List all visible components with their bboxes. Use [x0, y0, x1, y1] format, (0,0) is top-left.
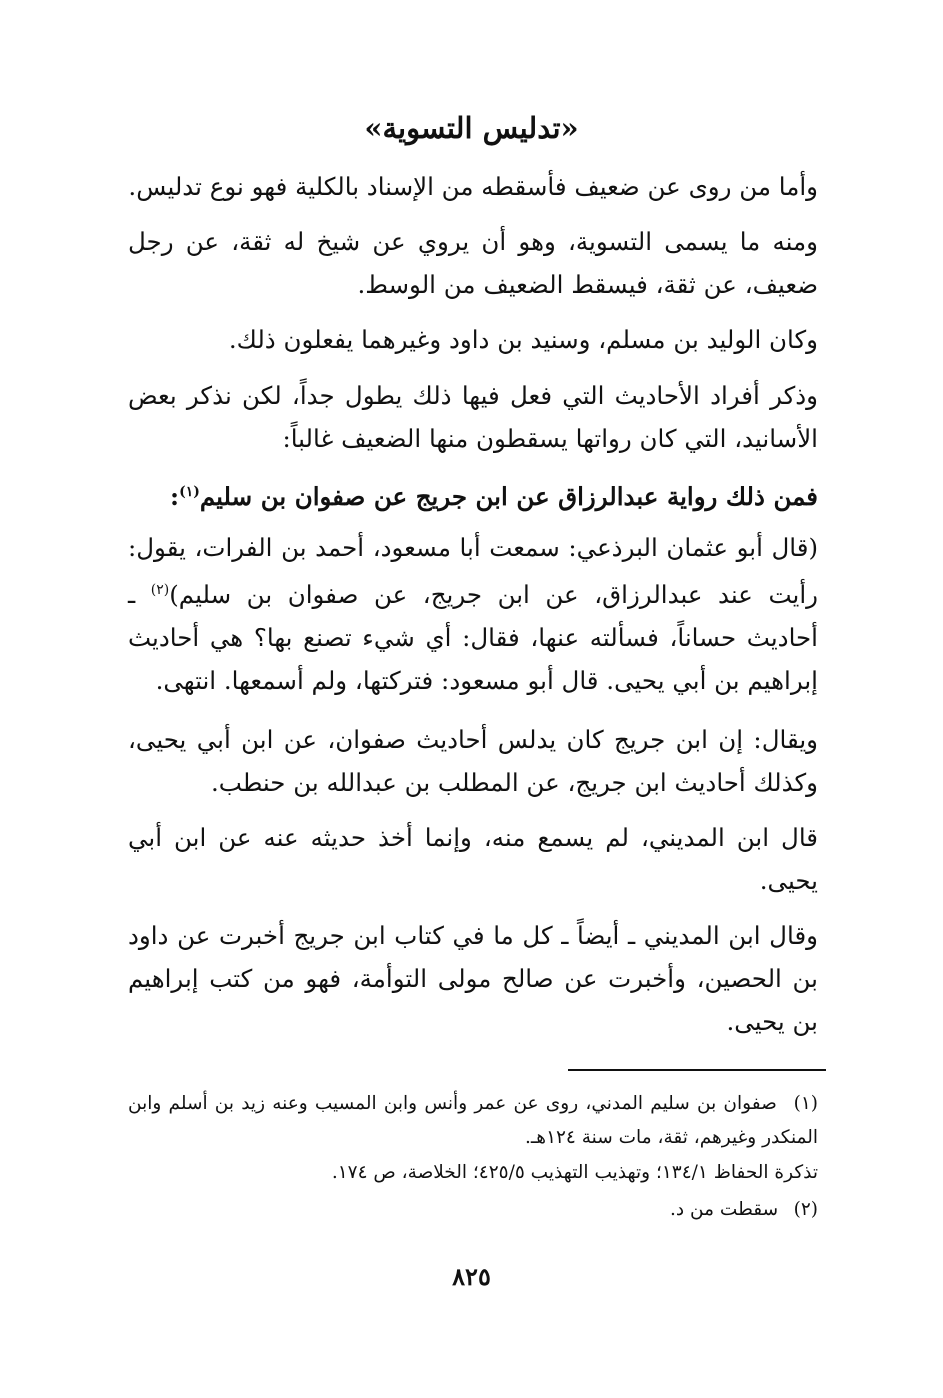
footnote-2 — [128, 1193, 818, 1227]
paragraph-4: وذكر أفراد الأحاديث التي فعل فيها ذلك يطول جداً، لكن نذكر بعض الأسانيد، التي كان رواتها يسقطون منها الضعيف غالباً: — [128, 381, 818, 453]
paragraph-3: وكان الوليد بن مسلم، وسنيد بن داود وغيرهما يفعلون ذلك. — [228, 325, 818, 354]
footnote-ref-1: (١) — [179, 484, 200, 500]
paragraph-1: وأما من روى عن ضعيف فأسقطه من الإسناد بالكلية فهو نوع تدليس. — [128, 172, 818, 201]
footnote-divider — [568, 1069, 826, 1071]
paragraph-6 — [128, 526, 818, 702]
footnote-2-text: سقطت من د. — [670, 1199, 779, 1220]
section-title: «تدليس التسوية» — [364, 111, 579, 145]
paragraph-5-text: فمن ذلك رواية عبدالرزاق عن ابن جريج عن صفوان بن سليم — [199, 482, 818, 512]
footnote-1 — [128, 1087, 818, 1155]
paragraph-5 — [128, 471, 818, 518]
paragraph-8: قال ابن المديني، لم يسمع منه، وإنما أخذ حديثه عنه عن ابن أبي يحيى. — [128, 823, 818, 895]
paragraph-5-end: : — [170, 482, 180, 512]
paragraph-7: ويقال: إن ابن جريج كان يدلس أحاديث صفوان، عن ابن أبي يحيى، وكذلك أحاديث ابن جريج، عن المطلب بن عبدالله بن حنطب. — [128, 725, 818, 797]
footnote-1-references — [128, 1156, 818, 1190]
paragraph-9: وقال ابن المديني ـ أيضاً ـ كل ما في كتاب ابن جريج أخبرت عن داود بن الحصين، وأخبرت عن صالح مولى التوأمة، فهو من كتب إبراهيم بن يحيى. — [128, 921, 818, 1036]
paragraph-2: ومنه ما يسمى التسوية، وهو أن يروي عن شيخ له ثقة، عن رجل ضعيف، عن ثقة، فيسقط الضعيف من الوسط. — [128, 227, 818, 299]
paragraph-6-text-b: ـ أحاديث حساناً، فسألته عنها، فقال: أي شيء تصنع بها؟ هي أحاديث إبراهيم بن أبي يحيى. قال أبو مسعود: فتركتها، ولم أسمعها. انتهى. — [128, 580, 818, 696]
footnote-ref-2: (٢) — [150, 582, 170, 598]
footnote-1-number: (١) — [793, 1093, 818, 1114]
footnote-1-text: صفوان بن سليم المدني، روى عن عمر وأنس وابن المسيب وعنه زيد بن أسلم وابن المنكدر وغيرهم، ثقة، مات سنة ١٢٤هـ. — [128, 1093, 818, 1148]
footnote-2-number: (٢) — [793, 1199, 818, 1220]
footnote-1-refs-text: تذكرة الحفاظ ١٣٤/١؛ وتهذيب التهذيب ٤٢٥/٥؛ الخلاصة، ص ١٧٤. — [331, 1162, 818, 1183]
paragraph-6-text-a: (قال أبو عثمان البرذعي: سمعت أبا مسعود، أحمد بن الفرات، يقول: رأيت عند عبدالرزاق، عن ابن جريج، عن صفوان بن سليم) — [128, 533, 818, 610]
page-number: ٨٢٥ — [452, 1262, 491, 1291]
